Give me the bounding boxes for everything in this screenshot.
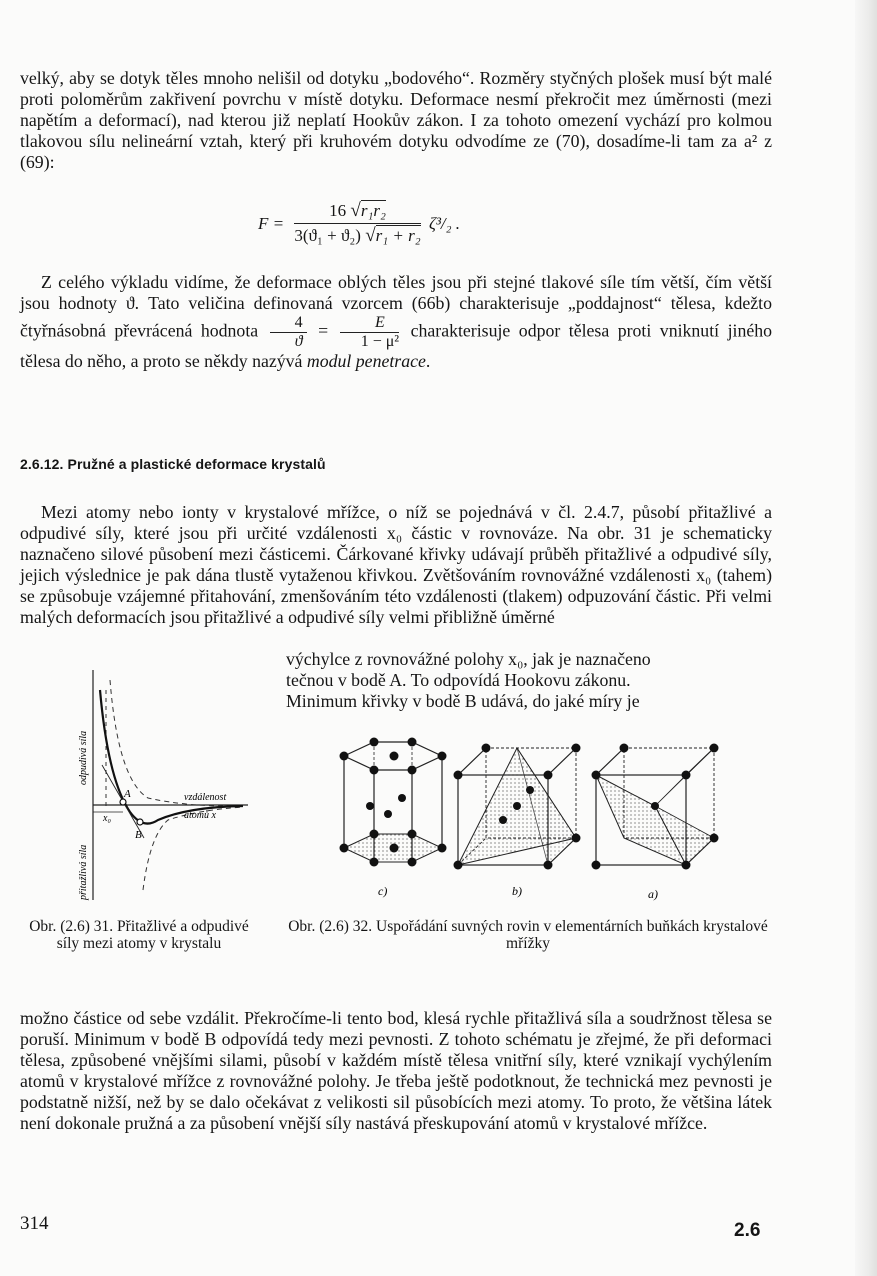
formula-numerator: 16 <box>329 201 347 220</box>
x-axis-label-2: atomů x <box>184 810 216 821</box>
formula-fraction: $\frac{\text{16 √r₁r₂}}{\text{3(ϑ₁ + ϑ₂) √r₁ + r₂}}$ <box>294 200 421 246</box>
modulus-equals: = <box>318 320 329 341</box>
y-axis-label-attractive: přitažlivá síla <box>78 844 89 900</box>
figure-32-crystal-cells <box>330 730 730 905</box>
crystal-text: Mezi atomy nebo ionty v krystalové mřížce, o níž se pojednává v čl. 2.4.7, působí přitažlivé a odpudivé síly, které jsou při určité vzdálenosti x₀ částic v rovnováze. Na obr. 31 je schematicky naznačeno silové působení mezi částicemi. Čárkované křivky udávají průběh přitažlivé a odpudivé síly, jejich výslednice je pak dána tlustě vytaženou křivkou. Zvětšováním rovnovážné vzdálenosti x₀ (tahem) se způsobuje vzájemné přitahování, zmenšováním této vzdálenosti (tlakem) odpuzování částic. Při velmi malých deformacích jsou přitažlivé a odpudivé síly velmi přibližně úměrné <box>20 502 772 627</box>
page-number: 314 <box>20 1213 49 1234</box>
x-axis-label-1: vzdálenost <box>184 792 227 803</box>
cubic-cell-a <box>592 744 719 902</box>
ending-text: možno částice od sebe vzdálit. Překročíme-li tento bod, klesá rychle přitažlivá síla a soudržnost tělesa se poruší. Minimum v bodě B odpovídá tedy mezi pevnosti. Z tohoto schématu je zřejmé, že při deformaci tělesa, způsobené vnějšími silami, působí v každém místě tělesa vnitřní síly, které vznikají vychýlením atomů v krystalové mřížce z rovnovážné polohy. Je třeba ještě podotknout, že technická mez pevnosti je podstatně nižší, než by se dalo očekávat z velikosti sil působících mezi atomy. To proto, že většina látek není dokonale pružná a za působení vnější síly nastává přeskupování atomů v krystalové mřížce. <box>20 1008 772 1133</box>
modulus-fraction: $\frac{E}{\text{1 − μ²}}$ <box>340 314 399 351</box>
cell-label-a: a) <box>648 887 658 901</box>
modulus-text-1: Z celého výkladu vidíme, že deformace oblých těles jsou při stejné tlakové síle tím větší, čím větší jsou hodnoty ϑ. Tato veličina definovaná vzorcem (66b) charakterisuje „poddajnost“ tělesa, kdežto čtyřnásobná převrácená hodnota <box>20 272 772 341</box>
inverse-fraction: $\frac{4}{ϑ}$ <box>270 314 307 351</box>
cell-label-b: b) <box>512 884 522 898</box>
figure-32-caption: Obr. (2.6) 32. Uspořádání suvných rovin v elementárních buňkách krystalové mřížky <box>288 918 768 952</box>
formula-denominator-root: r₁ + r₂ <box>375 226 421 245</box>
modulus-term: modul penetrace <box>306 351 426 371</box>
force-formula <box>258 200 558 260</box>
formula-numerator-root: r₁r₂ <box>360 201 386 220</box>
crystal-wrap-text: výchylce z rovnovážné polohy x₀, jak je naznačeno tečnou v bodě A. To odpovídá Hookovu zákonu. Minimum křivky v bodě B udává, do jaké míry je <box>286 649 651 711</box>
point-b-marker <box>137 819 143 825</box>
point-b-label: B <box>135 829 142 841</box>
figure-31-force-diagram <box>58 660 258 910</box>
modulus-paragraph: Z celého výkladu vidíme, že deformace oblých těles jsou při stejné tlakové síle tím větší, čím větší jsou hodnoty ϑ. Tato veličina definovaná vzorcem (66b) charakterisuje „poddajnost“ tělesa, kdežto čtyřnásobná převrácená hodnota $\frac{4}{ϑ}$ = $\frac{E}{\text{1 − μ²}}$ charakterisuje odpor tělesa proti vniknutí jiného tělesa do něho, a proto se někdy nazývá modul penetrace. <box>20 272 773 371</box>
figure-31-caption: Obr. (2.6) 31. Přitažlivé a odpudivé síly mezi atomy v krystalu <box>29 918 249 952</box>
chapter-mark: 2.6 <box>734 1220 761 1241</box>
formula-lhs: F = <box>258 213 285 233</box>
intro-text: velký, aby se dotyk těles mnoho nelišil od dotyku „bodového“. Rozměry styčných plošek musí být malé proti poloměrům zakřivení povrchu v místě dotyku. Deformace nesmí překročit mez úměrnosti (mezi napětím a deformací), nad kterou již neplatí Hookův zákon. I za tohoto omezení vychází pro kolmou tlakovou sílu nelineární vztah, který při kruhovém dotyku odvodíme ze (70), dosadíme-li tam za a² z (69): <box>20 68 772 172</box>
modulus-text-2: charakterisuje odpor tělesa proti vniknutí jiného tělesa do něho, a proto se někdy nazývá <box>20 320 773 371</box>
cubic-cell-b <box>454 744 581 899</box>
page-edge-shadow <box>855 0 877 1276</box>
hexagonal-cell-c <box>340 738 447 899</box>
ending-paragraph <box>20 1008 772 1134</box>
point-a-label: A <box>124 788 131 800</box>
intro-paragraph <box>20 68 772 173</box>
crystal-paragraph <box>20 502 772 628</box>
formula-tail: ζ³/₂ . <box>428 213 461 233</box>
x0-label: x₀ <box>103 813 111 824</box>
y-axis-label-repulsive: odpudivá síla <box>78 730 89 785</box>
formula-denominator-left: 3(ϑ₁ + ϑ₂) <box>294 226 361 245</box>
cell-label-c: c) <box>378 884 388 898</box>
section-heading: 2.6.12. Pružné a plastické deformace krystalů <box>20 456 326 472</box>
